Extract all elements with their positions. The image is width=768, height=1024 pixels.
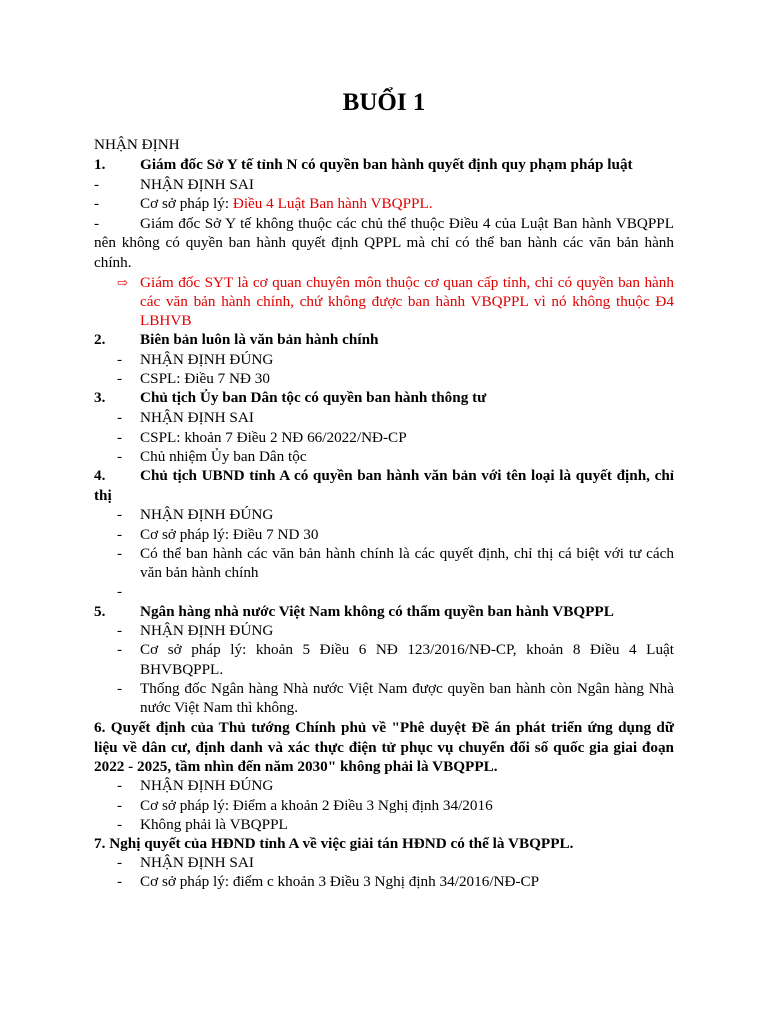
dash-bullet: - bbox=[117, 448, 123, 465]
q2-number: 2. bbox=[94, 331, 106, 348]
q4-explain-line1: Có thể ban hành các văn bản hành chính là các quyết định, chỉ thị cá biệt với tư cách bbox=[140, 545, 674, 562]
q1-verdict: NHẬN ĐỊNH SAI bbox=[140, 176, 254, 193]
q6-verdict: NHẬN ĐỊNH ĐÚNG bbox=[140, 777, 274, 794]
dash-bullet: - bbox=[117, 545, 123, 562]
q1-explain-line3: chính. bbox=[94, 254, 132, 271]
q7-verdict: NHẬN ĐỊNH SAI bbox=[140, 854, 254, 871]
dash-bullet: - bbox=[117, 777, 123, 794]
q4-verdict: NHẬN ĐỊNH ĐÚNG bbox=[140, 506, 274, 523]
dash-bullet: - bbox=[117, 854, 123, 871]
dash-bullet: - bbox=[117, 641, 123, 658]
q1-note-line2: các văn bản hành chính, chứ không được ban hành VBQPPL vì nó không thuộc Đ4 bbox=[140, 293, 674, 310]
dash-bullet: - bbox=[94, 176, 100, 193]
q5-verdict: NHẬN ĐỊNH ĐÚNG bbox=[140, 622, 274, 639]
dash-bullet: - bbox=[117, 370, 123, 387]
q4-number: 4. bbox=[94, 467, 106, 484]
q5-basis-line2: BHVBQPPL. bbox=[140, 661, 224, 678]
dash-bullet: - bbox=[117, 526, 123, 543]
q7-statement: 7. Nghị quyết của HĐND tỉnh A về việc giải tán HĐND có thể là VBQPPL. bbox=[94, 835, 574, 852]
q1-note-line1: Giám đốc SYT là cơ quan chuyên môn thuộc cơ quan cấp tỉnh, chỉ có quyền ban hành bbox=[140, 274, 674, 291]
q4-statement-line2: thị bbox=[94, 487, 112, 504]
dash-bullet: - bbox=[117, 816, 123, 833]
arrow-icon: ⇨ bbox=[117, 275, 128, 290]
dash-bullet: - bbox=[117, 873, 123, 890]
q5-explain-line1: Thống đốc Ngân hàng Nhà nước Việt Nam được quyền ban hành còn Ngân hàng Nhà bbox=[140, 680, 674, 697]
q3-basis: CSPL: khoản 7 Điều 2 NĐ 66/2022/NĐ-CP bbox=[140, 429, 407, 446]
dash-bullet: - bbox=[117, 351, 123, 368]
q1-explain-line1: Giám đốc Sở Y tế không thuộc các chủ thể thuộc Điều 4 của Luật Ban hành VBQPPL bbox=[140, 215, 674, 232]
q2-verdict: NHẬN ĐỊNH ĐÚNG bbox=[140, 351, 274, 368]
q6-extra: Không phải là VBQPPL bbox=[140, 816, 288, 833]
q4-explain-line2: văn bản hành chính bbox=[140, 564, 259, 581]
dash-bullet: - bbox=[117, 622, 123, 639]
page-title: BUỔI 1 bbox=[342, 89, 426, 116]
q1-explain-line2: nên không có quyền ban hành quyết định QPPL mà chỉ có thể ban hành các văn bản hành bbox=[94, 234, 674, 251]
q1-basis bbox=[140, 194, 674, 213]
q1-note-line3: LBHVB bbox=[140, 312, 192, 329]
dash-bullet: - bbox=[117, 680, 123, 697]
dash-bullet: - bbox=[117, 583, 123, 600]
q1-basis-red: Điều 4 Luật Ban hành VBQPPL. bbox=[232, 195, 433, 212]
q3-number: 3. bbox=[94, 389, 106, 406]
q5-explain-line2: nước Việt Nam thì không. bbox=[140, 699, 299, 716]
dash-bullet: - bbox=[117, 797, 123, 814]
q4-statement-line1: Chủ tịch UBND tỉnh A có quyền ban hành văn bản với tên loại là quyết định, chỉ bbox=[140, 467, 674, 484]
q3-statement: Chủ tịch Ủy ban Dân tộc có quyền ban hành thông tư bbox=[140, 389, 487, 406]
q7-basis: Cơ sở pháp lý: điểm c khoản 3 Điều 3 Nghị định 34/2016/NĐ-CP bbox=[140, 873, 540, 890]
q6-basis: Cơ sở pháp lý: Điểm a khoản 2 Điều 3 Nghị định 34/2016 bbox=[140, 797, 493, 814]
q1-basis-prefix: Cơ sở pháp lý: bbox=[140, 195, 233, 212]
dash-bullet: - bbox=[117, 506, 123, 523]
q1-statement: Giám đốc Sở Y tế tỉnh N có quyền ban hành quyết định quy phạm pháp luật bbox=[140, 156, 633, 173]
q6-statement-line3: 2022 - 2025, tầm nhìn đến năm 2030" không phải là VBQPPL. bbox=[94, 758, 498, 775]
q6-statement-line1: 6. Quyết định của Thủ tướng Chính phủ về "Phê duyệt Đề án phát triển ứng dụng dữ bbox=[94, 719, 674, 736]
section-label: NHẬN ĐỊNH bbox=[94, 136, 180, 153]
q2-statement: Biên bản luôn là văn bản hành chính bbox=[140, 331, 379, 348]
dash-bullet: - bbox=[94, 215, 100, 232]
q3-verdict: NHẬN ĐỊNH SAI bbox=[140, 409, 254, 426]
q5-statement: Ngân hàng nhà nước Việt Nam không có thẩm quyền ban hành VBQPPL bbox=[140, 603, 614, 620]
q3-extra: Chủ nhiệm Ủy ban Dân tộc bbox=[140, 448, 307, 465]
q5-basis-line1: Cơ sở pháp lý: khoản 5 Điều 6 NĐ 123/2016/NĐ-CP, khoản 8 Điều 4 Luật bbox=[140, 641, 674, 658]
q1-number: 1. bbox=[94, 156, 106, 173]
q2-basis: CSPL: Điều 7 NĐ 30 bbox=[140, 370, 270, 387]
q4-basis: Cơ sở pháp lý: Điều 7 ND 30 bbox=[140, 526, 319, 543]
dash-bullet: - bbox=[117, 429, 123, 446]
q6-statement-line2: liệu về dân cư, định danh và xác thực điện tử phục vụ chuyển đổi số quốc gia giai đoạn bbox=[94, 739, 674, 756]
dash-bullet: - bbox=[117, 409, 123, 426]
q5-number: 5. bbox=[94, 603, 106, 620]
dash-bullet: - bbox=[94, 195, 100, 212]
